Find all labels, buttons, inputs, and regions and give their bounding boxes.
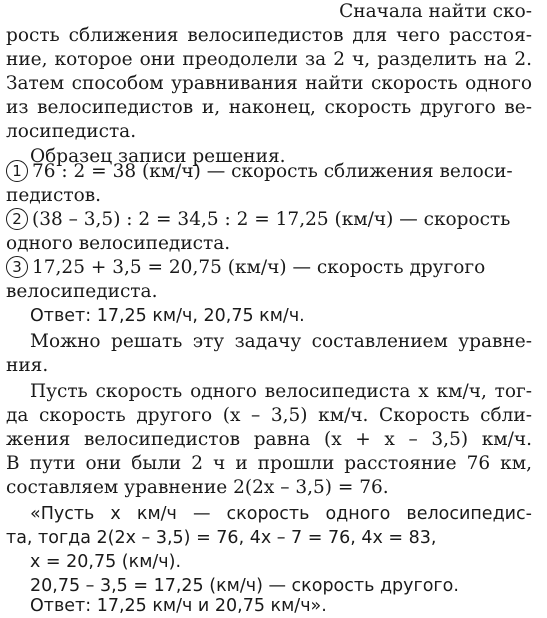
text-line: [6, 550, 532, 574]
line-text: ние, которое они преодолели за 2 ч, разделить на 2.: [6, 49, 532, 70]
text-line: [6, 304, 532, 328]
text-line: [6, 594, 532, 618]
step-number-circle: 2: [6, 208, 28, 230]
line-text: велосипедиста.: [6, 281, 158, 302]
line-text: Ответ: 17,25 км/ч и 20,75 км/ч».: [30, 596, 327, 616]
text-line: [6, 380, 532, 404]
line-text: x = 20,75 (км/ч).: [30, 552, 182, 572]
text-line: [6, 526, 532, 550]
line-text: Сначала найти ско-: [339, 1, 532, 22]
line-text: та, тогда 2(2x – 3,5) = 76, 4x – 7 = 76, 4x = 83,: [6, 528, 437, 548]
solution-step-1: [6, 160, 532, 184]
line-text: Ответ: 17,25 км/ч, 20,75 км/ч.: [30, 306, 305, 326]
text-line: [6, 24, 532, 48]
line-text: 76 : 2 = 38 (км/ч) — скорость сближения велоси-: [32, 161, 513, 182]
solution-step-3: [6, 256, 532, 280]
line-text: (38 – 3,5) : 2 = 34,5 : 2 = 17,25 (км/ч) — скорость: [32, 209, 511, 230]
line-text: да скорость другого (x – 3,5) км/ч. Скорость сбли-: [6, 405, 532, 426]
step-number-circle: 3: [6, 256, 28, 278]
text-line: [6, 476, 532, 500]
line-text: лосипедиста.: [6, 121, 137, 142]
line-text: Пусть скорость одного велосипедиста x км/ч, тог-: [30, 381, 532, 402]
text-line: [6, 0, 532, 24]
text-line: [6, 96, 532, 120]
text-line: [6, 280, 532, 304]
text-line: [6, 452, 532, 476]
line-text: Образец записи решения.: [30, 146, 286, 167]
line-text: Затем способом уравнивания найти скорость одного: [6, 73, 532, 94]
text-line: [6, 48, 532, 72]
line-text: одного велосипедиста.: [6, 233, 231, 254]
text-line: [6, 232, 532, 256]
line-text: жения велосипедистов равна (x + x – 3,5) км/ч.: [6, 429, 532, 450]
line-text: В пути они были 2 ч и прошли расстояние 76 км,: [6, 453, 532, 474]
line-text: рость сближения велосипедистов для чего расстоя-: [6, 25, 532, 46]
text-line: [6, 428, 532, 452]
line-text: 17,25 + 3,5 = 20,75 (км/ч) — скорость другого: [32, 257, 486, 278]
text-line: [6, 120, 532, 144]
text-line: [6, 330, 532, 354]
line-text: из велосипедистов и, наконец, скорость другого ве-: [6, 97, 532, 118]
solution-step-2: [6, 208, 532, 232]
text-line: [6, 72, 532, 96]
line-text: составляем уравнение 2(2x – 3,5) = 76.: [6, 477, 389, 498]
line-text: Можно решать эту задачу составлением уравне-: [30, 331, 532, 352]
text-line: [6, 184, 532, 208]
text-line: [6, 354, 532, 378]
line-text: ния.: [6, 355, 49, 376]
text-line: [6, 502, 532, 526]
line-text: 20,75 – 3,5 = 17,25 (км/ч) — скорость другого.: [30, 576, 459, 596]
line-text: «Пусть x км/ч — скорость одного велосипедис-: [30, 504, 532, 524]
line-text: педистов.: [6, 185, 102, 206]
text-line: [6, 404, 532, 428]
step-number-circle: 1: [6, 160, 28, 182]
